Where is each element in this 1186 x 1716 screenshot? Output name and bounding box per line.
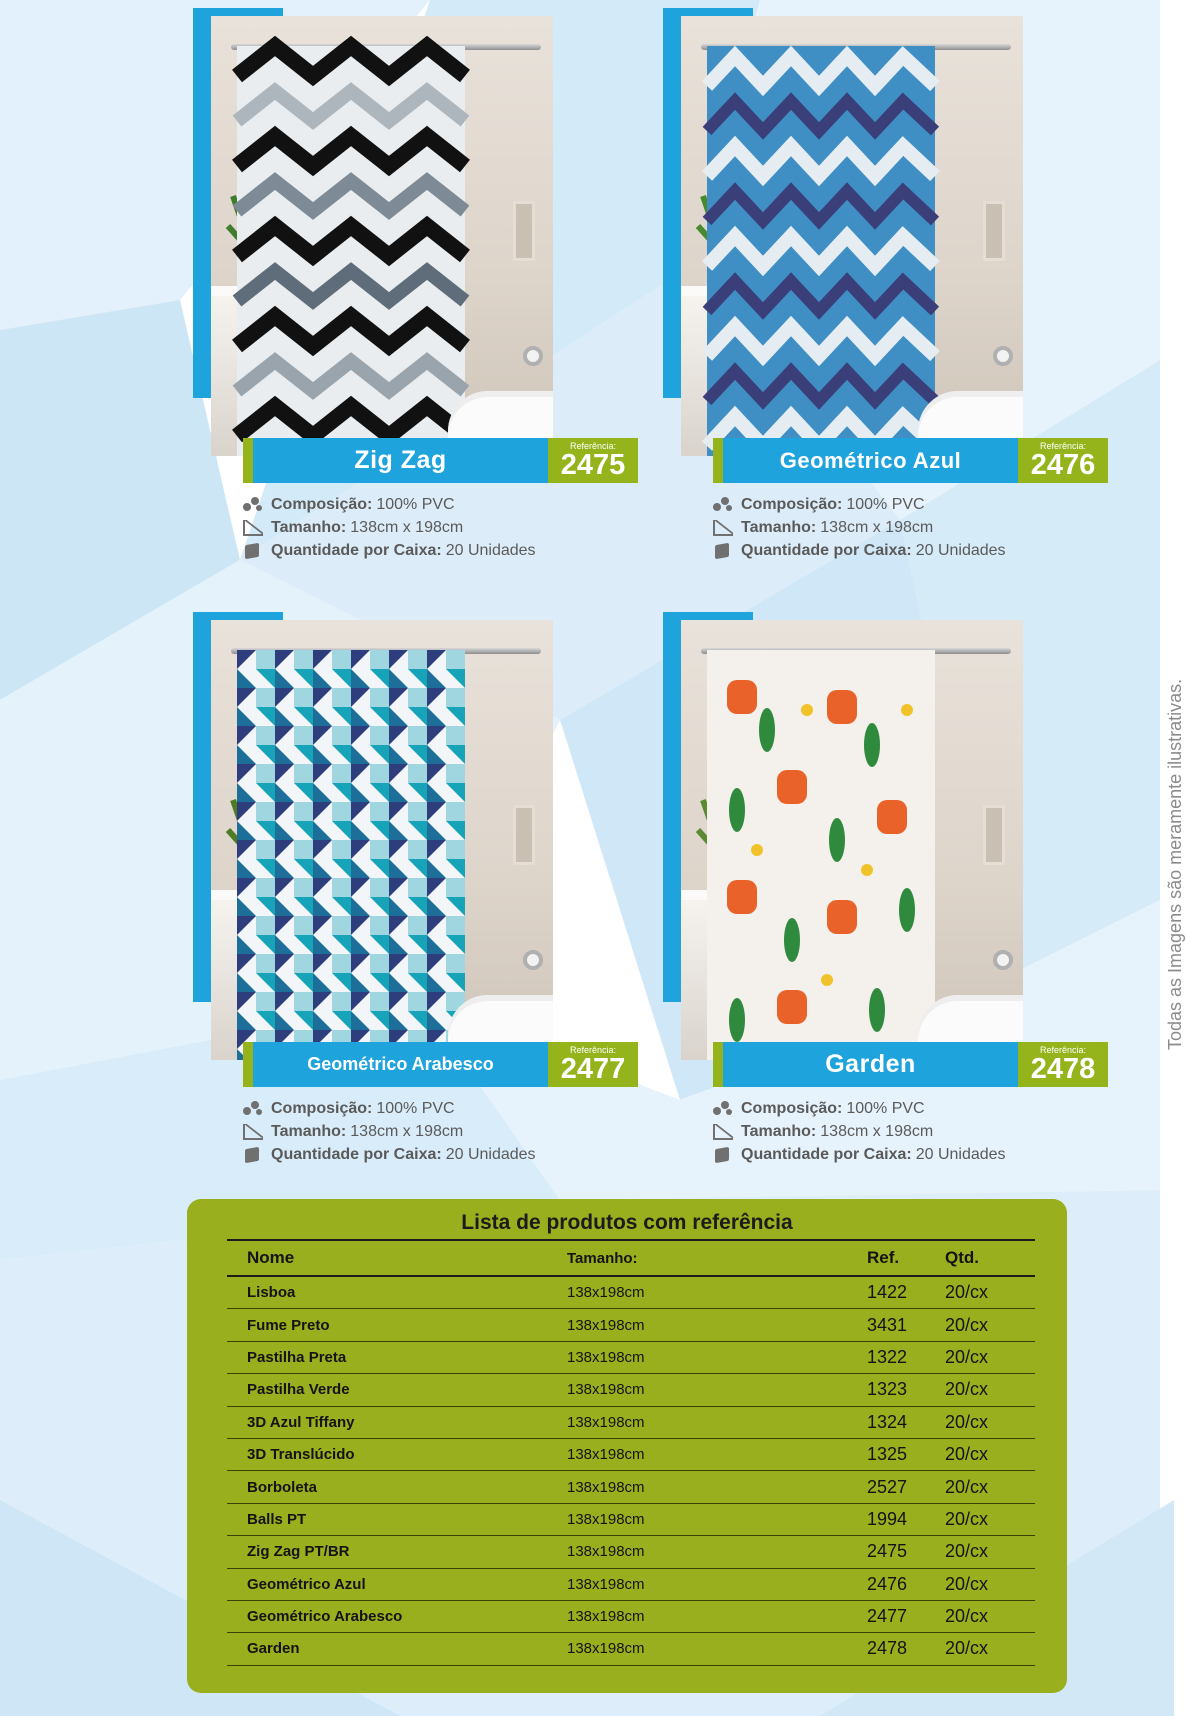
- product-list-title: Lista de produtos com referência: [461, 1211, 793, 1234]
- product-photo: [681, 620, 1023, 1060]
- table-row: [227, 1633, 1035, 1665]
- cell-size: 138x198cm: [567, 1608, 645, 1626]
- cell-qtd: 20/cx: [945, 1541, 989, 1562]
- cell-size: 138x198cm: [567, 1446, 645, 1464]
- ruler-icon: [243, 1124, 263, 1140]
- product-photo: [681, 16, 1023, 456]
- cell-name: 3D Translúcido: [247, 1446, 355, 1464]
- product-specs: [713, 1097, 1053, 1166]
- cell-qtd: 20/cx: [945, 1379, 989, 1400]
- cell-qtd: 20/cx: [945, 1606, 989, 1627]
- product-name: Zig Zag: [243, 438, 548, 483]
- table-row: [227, 1471, 1035, 1503]
- header-ref: Ref.: [867, 1248, 900, 1267]
- cell-name: Pastilha Preta: [247, 1348, 347, 1366]
- product-list-panel: [187, 1199, 1067, 1693]
- cell-qtd: 20/cx: [945, 1638, 989, 1659]
- cell-name: Garden: [247, 1640, 300, 1658]
- cell-name: Geométrico Arabesco: [247, 1608, 403, 1626]
- ruler-icon: [713, 1124, 733, 1140]
- product-photo: [211, 16, 553, 456]
- spec-quantity: Quantidade por Caixa: 20 Unidades: [243, 1143, 583, 1166]
- cell-ref: 3431: [867, 1314, 908, 1335]
- product-card-geometrico-azul: [663, 8, 1183, 568]
- spec-composition: Composição: 100% PVC: [243, 1097, 583, 1120]
- table-row: [227, 1536, 1035, 1568]
- spec-quantity: Quantidade por Caixa: 20 Unidades: [713, 539, 1053, 562]
- header-size: Tamanho:: [567, 1249, 638, 1267]
- table-row: [227, 1439, 1035, 1471]
- spec-size: Tamanho: 138cm x 198cm: [243, 516, 583, 539]
- cell-ref: 1324: [867, 1411, 908, 1432]
- product-name: Geométrico Arabesco: [243, 1042, 548, 1087]
- reference-label: Referência:: [1039, 441, 1087, 451]
- cell-qtd: 20/cx: [945, 1476, 989, 1497]
- cell-qtd: 20/cx: [945, 1573, 989, 1594]
- spec-composition: Composição: 100% PVC: [243, 493, 583, 516]
- reference-number: 2475: [560, 449, 626, 481]
- spec-quantity: Quantidade por Caixa: 20 Unidades: [713, 1143, 1053, 1166]
- table-row: [227, 1342, 1035, 1374]
- composition-icon: [713, 1101, 733, 1117]
- cell-ref: 2476: [867, 1573, 908, 1594]
- cell-name: Balls PT: [247, 1510, 307, 1528]
- cell-ref: 1322: [867, 1346, 908, 1367]
- cell-ref: 2527: [867, 1476, 908, 1497]
- reference-box: [1018, 438, 1108, 483]
- product-specs: [713, 493, 1053, 562]
- product-photo: [211, 620, 553, 1060]
- cell-ref: 1325: [867, 1444, 908, 1465]
- table-row: [227, 1309, 1035, 1341]
- product-list-table: [227, 1239, 1035, 1666]
- cell-ref: 2477: [867, 1606, 908, 1627]
- cell-qtd: 20/cx: [945, 1346, 989, 1367]
- box-icon: [713, 543, 733, 559]
- product-specs: [243, 1097, 583, 1166]
- table-row: [227, 1407, 1035, 1439]
- cell-ref: 1422: [867, 1282, 908, 1303]
- spec-composition: Composição: 100% PVC: [713, 493, 1053, 516]
- cell-ref: 2478: [867, 1638, 908, 1659]
- table-row: [227, 1374, 1035, 1406]
- cell-qtd: 20/cx: [945, 1444, 989, 1465]
- header-qtd: Qtd.: [945, 1248, 979, 1267]
- table-row: [227, 1504, 1035, 1536]
- header-name: Nome: [247, 1248, 295, 1267]
- cell-ref: 1323: [867, 1379, 908, 1400]
- cell-name: Lisboa: [247, 1284, 296, 1302]
- reference-label: Referência:: [569, 1045, 617, 1055]
- table-row: [227, 1601, 1035, 1633]
- spec-composition: Composição: 100% PVC: [713, 1097, 1053, 1120]
- cell-name: Zig Zag PT/BR: [247, 1543, 350, 1561]
- cell-name: Pastilha Verde: [247, 1381, 350, 1399]
- composition-icon: [243, 497, 263, 513]
- reference-label: Referência:: [569, 441, 617, 451]
- reference-label: Referência:: [1039, 1045, 1087, 1055]
- cell-size: 138x198cm: [567, 1348, 645, 1366]
- spec-quantity: Quantidade por Caixa: 20 Unidades: [243, 539, 583, 562]
- cell-size: 138x198cm: [567, 1316, 645, 1334]
- composition-icon: [713, 497, 733, 513]
- ruler-icon: [713, 520, 733, 536]
- table-header-row: [227, 1241, 1035, 1277]
- cell-name: Geométrico Azul: [247, 1575, 366, 1593]
- cell-qtd: 20/cx: [945, 1508, 989, 1529]
- box-icon: [713, 1147, 733, 1163]
- cell-qtd: 20/cx: [945, 1282, 989, 1303]
- cell-size: 138x198cm: [567, 1413, 645, 1431]
- spec-size: Tamanho: 138cm x 198cm: [713, 516, 1053, 539]
- reference-number: 2476: [1030, 449, 1096, 481]
- cell-size: 138x198cm: [567, 1640, 645, 1658]
- cell-ref: 2475: [867, 1541, 908, 1562]
- table-row: [227, 1569, 1035, 1601]
- cell-name: Borboleta: [247, 1478, 318, 1496]
- cell-size: 138x198cm: [567, 1284, 645, 1302]
- composition-icon: [243, 1101, 263, 1117]
- cell-size: 138x198cm: [567, 1381, 645, 1399]
- cell-size: 138x198cm: [567, 1575, 645, 1593]
- cell-name: 3D Azul Tiffany: [247, 1413, 355, 1431]
- cell-name: Fume Preto: [247, 1316, 330, 1334]
- reference-number: 2478: [1030, 1053, 1096, 1085]
- spec-size: Tamanho: 138cm x 198cm: [713, 1120, 1053, 1143]
- product-card-garden: [663, 612, 1183, 1172]
- reference-number: 2477: [560, 1053, 626, 1085]
- cell-qtd: 20/cx: [945, 1314, 989, 1335]
- ruler-icon: [243, 520, 263, 536]
- product-card-geometrico-arabesco: [193, 612, 713, 1172]
- product-card-zig-zag: [193, 8, 713, 568]
- cell-size: 138x198cm: [567, 1543, 645, 1561]
- box-icon: [243, 543, 263, 559]
- table-row: [227, 1277, 1035, 1309]
- spec-size: Tamanho: 138cm x 198cm: [243, 1120, 583, 1143]
- product-specs: [243, 493, 583, 562]
- product-name: Geométrico Azul: [713, 438, 1018, 483]
- box-icon: [243, 1147, 263, 1163]
- cell-qtd: 20/cx: [945, 1411, 989, 1432]
- reference-box: [548, 1042, 638, 1087]
- cell-ref: 1994: [867, 1508, 908, 1529]
- reference-box: [1018, 1042, 1108, 1087]
- reference-box: [548, 438, 638, 483]
- product-name: Garden: [713, 1042, 1018, 1087]
- illustrative-disclaimer: Todas as Imagens são meramente ilustrativas.: [1165, 678, 1185, 1050]
- cell-size: 138x198cm: [567, 1510, 645, 1528]
- cell-size: 138x198cm: [567, 1478, 645, 1496]
